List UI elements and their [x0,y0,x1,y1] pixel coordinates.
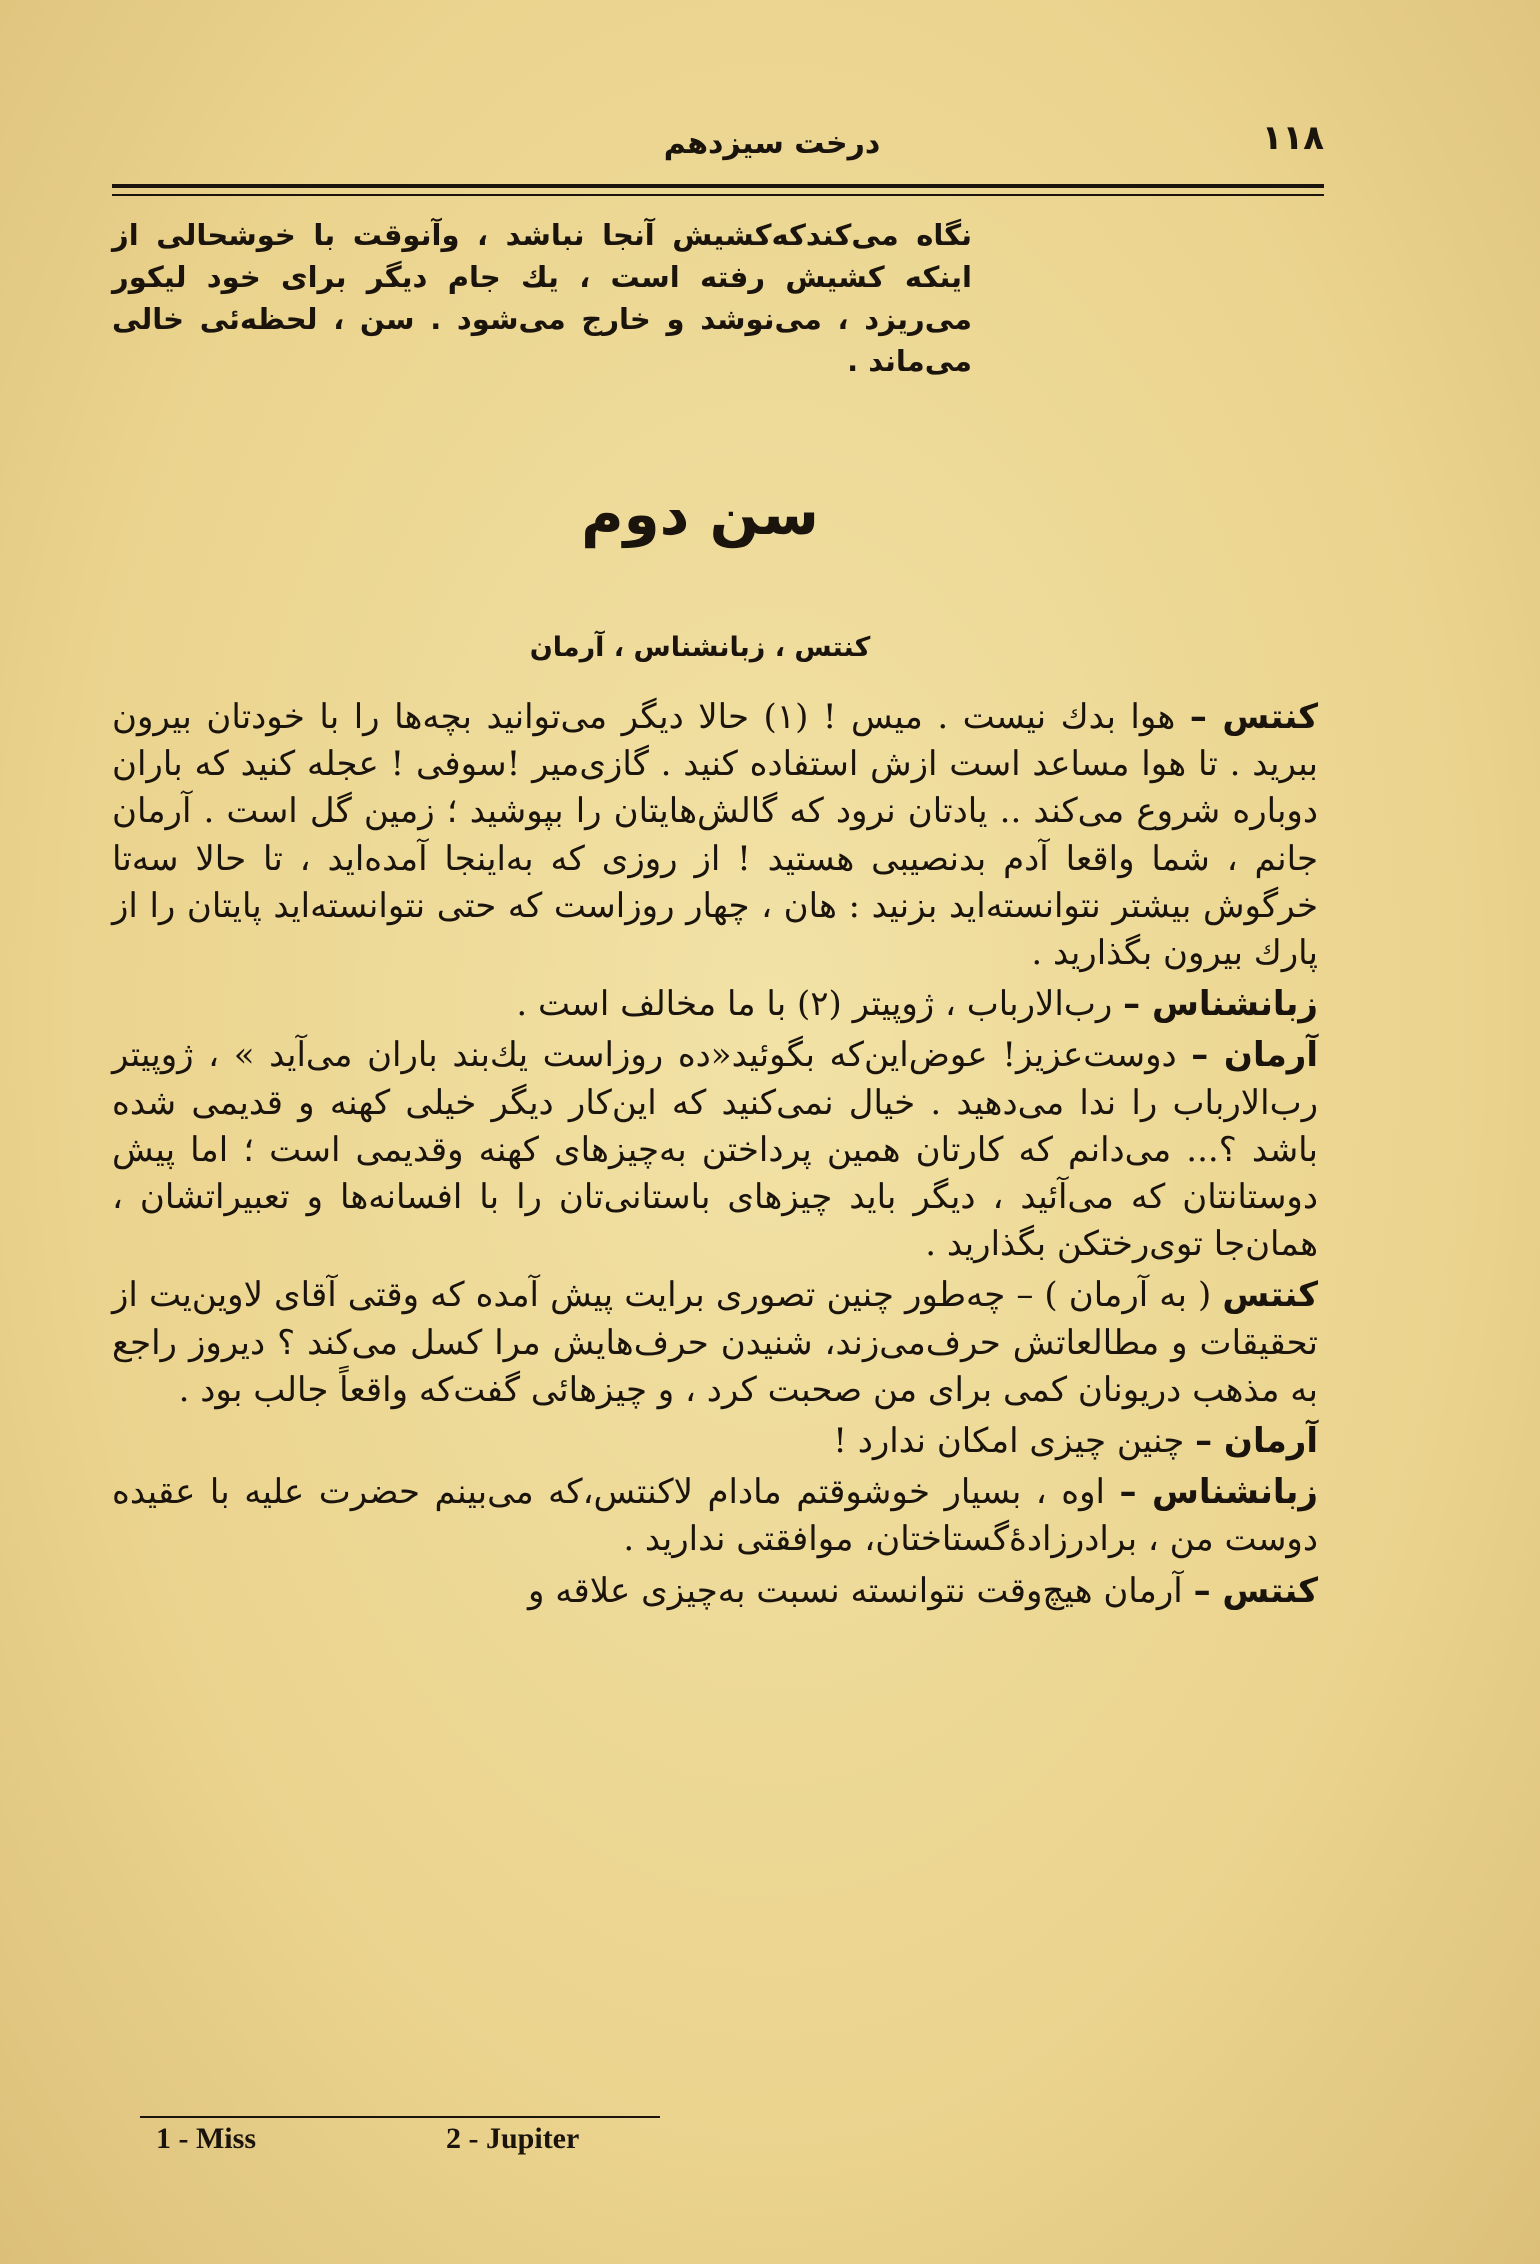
speaker-name: آرمان – [1195,1421,1318,1462]
speaker-name: کنتس – [1189,697,1318,737]
speech-linguist-1 [112,981,1318,1028]
speech-text: چنین چیزی امکان ندارد ! [833,1421,1185,1462]
footnotes [156,2122,796,2162]
speech-text: اوه ، بسیار خوشوقتم مادام لاکنتس،که می‌بینم حضرت علیه با عقیده دوست من ، برادرزادهٔ‌گستاختان، موافقتی ندارید . [112,1472,1318,1560]
footnote-2: 2 - Jupiter [446,2122,580,2155]
scene-title: سن دوم [581,480,819,548]
scene-cast: کنتس ، زبانشناس ، آرمان [529,632,871,663]
footnote-rule [140,2116,660,2118]
speaker-name: زبانشناس – [1119,1472,1318,1513]
page-number: ۱۱۸ [1261,118,1324,158]
speaker-name: کنتس [1222,1275,1318,1316]
speech-text: دوست‌عزیز! عوض‌این‌که بگوئید«ده روزاست یك‌بند باران می‌آید » ، ژوپیتر رب‌الارباب را ندا می‌دهید . خیال نمی‌کنید که این‌کار دیگر خیلی کهنه و قدیمی شده باشد ؟... می‌دانم که کارتان همین پرداختن به‌چیزهای کهنه وقدیمی است ؛ اما پیش دوستانتان که می‌آئید ، دیگر باید چیزهای باستانی‌تان را با افسانه‌ها و تعبیراتشان ، همان‌جا توی‌رختکن بگذارید . [112,1035,1318,1265]
speech-text: هوا بدك نیست . میس ! (۱) حالا دیگر می‌توانید بچه‌ها را با خودتان بیرون ببرید . تا هوا مساعد است ازش استفاده کنید . گازی‌میر !سوفی ! عجله کنید که باران دوباره شروع می‌کند .. یادتان نرود که گالش‌هایتان را بپوشید ؛ زمین گل است . آرمان جانم ، شما واقعا آدم بدنصیبی هستید ! از روزی که به‌اینجا آمده‌اید ، تا حالا سه‌تا خرگوش بیشتر نتوانسته‌اید بزنید : هان ، چهار روزاست که حتی نتوانسته‌اید پایتان را از پارك بیرون بگذارید . [112,697,1318,974]
speech-text: ( به آرمان ) – چه‌طور چنین تصوری برایت پیش آمده که وقتی آقای لاوین‌یت از تحقیقات و مطالعاتش حرف‌می‌زند، شنیدن حرف‌هایش مرا کسل می‌کند ؟ دیروز راجع به مذهب دریونان کمی برای من صحبت کرد ، و چیزهائی گفت‌که واقعاً جالب بود . [112,1275,1318,1410]
running-title: درخت سیزدهم [663,126,881,161]
speech-text: آرمان هیچ‌وقت نتوانسته نسبت به‌چیزی علاقه و [528,1570,1183,1611]
speaker-name: کنتس – [1193,1570,1318,1611]
speaker-name: زبانشناس – [1123,984,1318,1025]
speaker-name: آرمان – [1191,1035,1318,1076]
speech-arman-2 [112,1418,1318,1465]
speech-text: رب‌الارباب ، ژوپیتر (۲) با ما مخالف است . [516,984,1113,1025]
page-header [112,112,1324,168]
speech-countess-2 [112,1272,1318,1414]
dialogue [112,694,1318,1619]
speech-arman-1 [112,1032,1318,1268]
speech-countess-1 [112,694,1318,977]
footnote-1: 1 - Miss [156,2122,256,2155]
header-rule-thick [112,184,1324,188]
header-rule-thin [112,194,1324,196]
speech-countess-3 [112,1568,1318,1615]
stage-direction: نگاه می‌کندکه‌کشیش آنجا نباشد ، وآنوقت با خوشحالی از اینکه کشیش رفته است ، یك جام دیگر برای خود لیکور می‌ریزد ، می‌نوشد و خارج می‌شود . سن ، لحظه‌ئی خالی می‌ماند . [112,218,972,378]
speech-linguist-2 [112,1469,1318,1563]
